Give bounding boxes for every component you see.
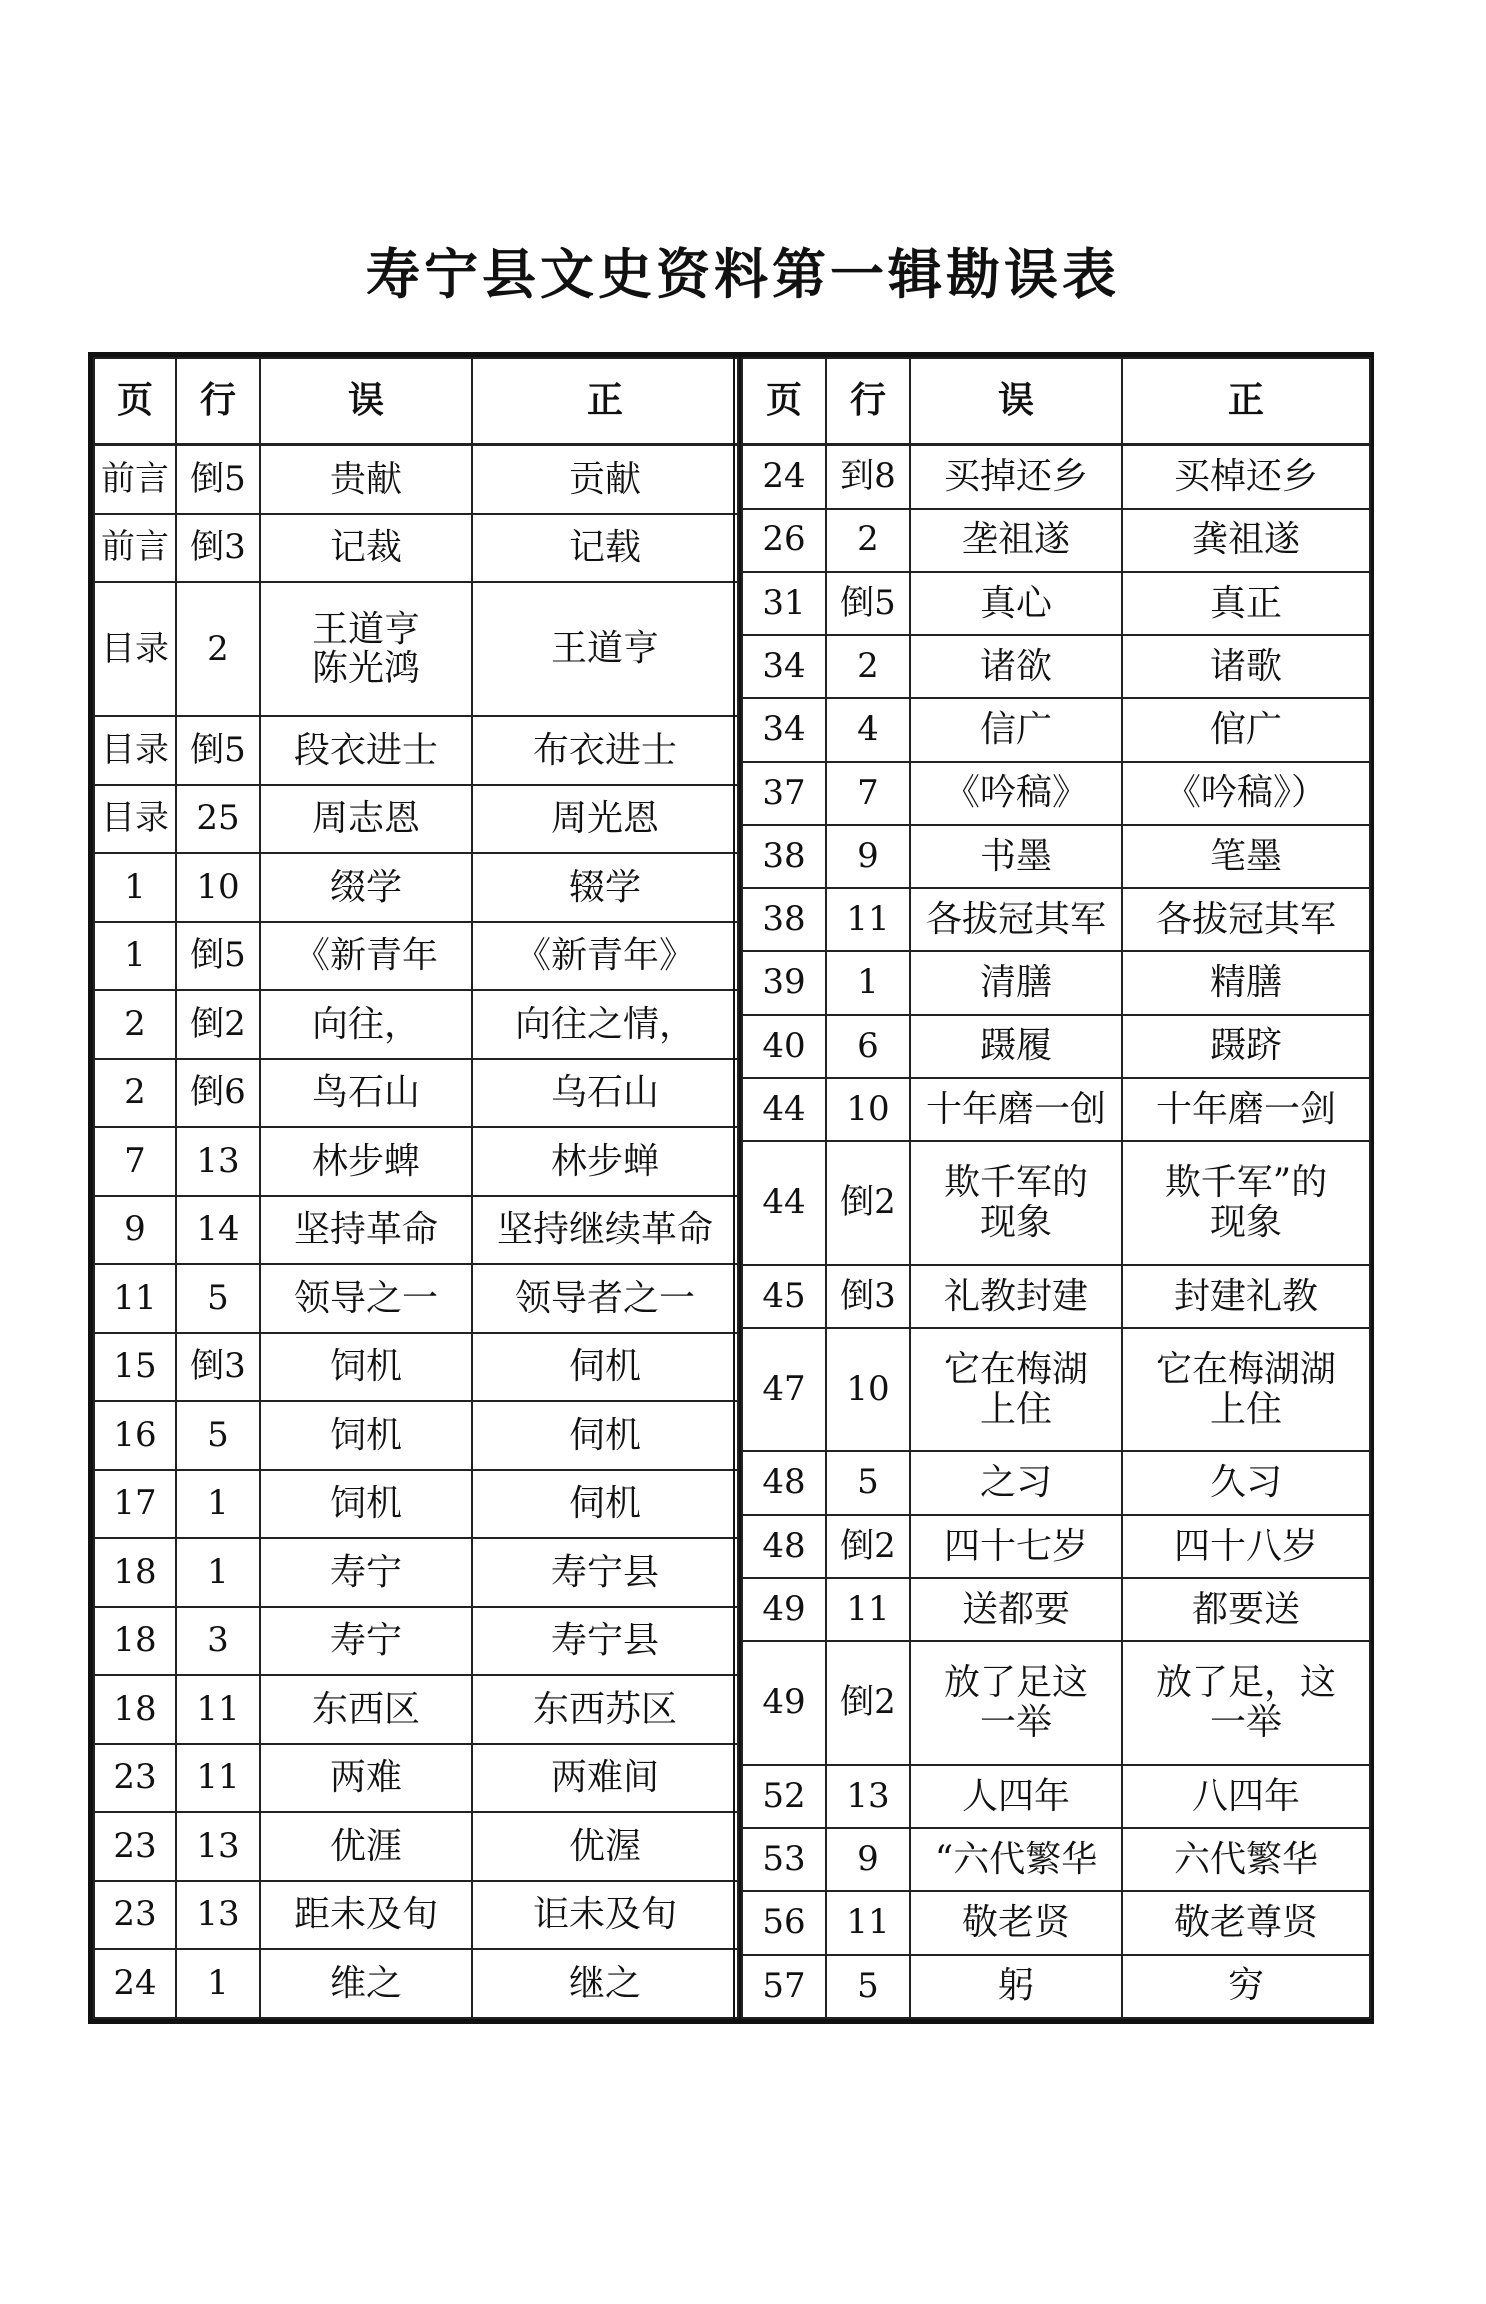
cell-page: 7 bbox=[94, 1127, 176, 1196]
table-row bbox=[94, 990, 738, 1059]
cell-page: 18 bbox=[94, 1538, 176, 1607]
cell-page: 前言 bbox=[94, 514, 176, 583]
cell-line: 倒2 bbox=[826, 1515, 910, 1578]
cell-right: 它在梅湖湖 上住 bbox=[1122, 1328, 1370, 1452]
cell-right: 贡献 bbox=[472, 445, 738, 514]
table-row bbox=[94, 1812, 738, 1881]
cell-line: 13 bbox=[826, 1765, 910, 1828]
cell-line: 11 bbox=[826, 888, 910, 951]
cell-line: 2 bbox=[176, 582, 260, 716]
cell-right: 布衣进士 bbox=[472, 716, 738, 785]
cell-wrong: 饲机 bbox=[260, 1470, 472, 1539]
cell-wrong: 贵献 bbox=[260, 445, 472, 514]
table-row bbox=[94, 716, 738, 785]
table-row bbox=[94, 1470, 738, 1539]
table-row bbox=[742, 445, 1370, 509]
table-row bbox=[742, 762, 1370, 825]
table-row bbox=[94, 1333, 738, 1402]
cell-right: 倌广 bbox=[1122, 698, 1370, 761]
cell-page: 前言 bbox=[94, 445, 176, 514]
cell-right: 坚持继续革命 bbox=[472, 1196, 738, 1265]
cell-right: 蹑跻 bbox=[1122, 1015, 1370, 1078]
cell-page: 目录 bbox=[94, 716, 176, 785]
cell-wrong: 饲机 bbox=[260, 1401, 472, 1470]
cell-page: 23 bbox=[94, 1881, 176, 1950]
cell-line: 倒5 bbox=[176, 922, 260, 991]
cell-wrong: 鸟石山 bbox=[260, 1059, 472, 1128]
cell-right: 敬老尊贤 bbox=[1122, 1891, 1370, 1954]
cell-page: 31 bbox=[742, 572, 826, 635]
cell-page: 2 bbox=[94, 990, 176, 1059]
cell-page: 23 bbox=[94, 1812, 176, 1881]
cell-wrong: 真心 bbox=[910, 572, 1122, 635]
cell-line: 7 bbox=[826, 762, 910, 825]
cell-page: 44 bbox=[742, 1141, 826, 1265]
cell-line: 1 bbox=[176, 1949, 260, 2018]
cell-page: 目录 bbox=[94, 582, 176, 716]
cell-line: 倒6 bbox=[176, 1059, 260, 1128]
cell-right: 《吟稿》） bbox=[1122, 762, 1370, 825]
cell-right: 六代繁华 bbox=[1122, 1828, 1370, 1891]
cell-wrong: 《吟稿》 bbox=[910, 762, 1122, 825]
cell-wrong: 向往， bbox=[260, 990, 472, 1059]
table-row bbox=[94, 1881, 738, 1950]
cell-page: 23 bbox=[94, 1744, 176, 1813]
header-line: 行 bbox=[826, 358, 910, 445]
cell-page: 57 bbox=[742, 1955, 826, 2018]
header-right: 正 bbox=[472, 358, 738, 445]
cell-line: 3 bbox=[176, 1607, 260, 1676]
cell-page: 56 bbox=[742, 1891, 826, 1954]
cell-right: 封建礼教 bbox=[1122, 1265, 1370, 1328]
cell-page: 49 bbox=[742, 1641, 826, 1765]
cell-right: 伺机 bbox=[472, 1470, 738, 1539]
cell-right: 四十八岁 bbox=[1122, 1515, 1370, 1578]
cell-right: 穷 bbox=[1122, 1955, 1370, 2018]
cell-wrong: 人四年 bbox=[910, 1765, 1122, 1828]
cell-wrong: 周志恩 bbox=[260, 785, 472, 854]
cell-right: 两难间 bbox=[472, 1744, 738, 1813]
cell-page: 17 bbox=[94, 1470, 176, 1539]
cell-right: 王道亨 bbox=[472, 582, 738, 716]
cell-line: 9 bbox=[826, 825, 910, 888]
cell-page: 18 bbox=[94, 1675, 176, 1744]
cell-line: 到8 bbox=[826, 445, 910, 509]
cell-line: 倒5 bbox=[176, 445, 260, 514]
cell-line: 10 bbox=[826, 1078, 910, 1141]
header-page: 页 bbox=[94, 358, 176, 445]
cell-line: 4 bbox=[826, 698, 910, 761]
cell-right: 乌石山 bbox=[472, 1059, 738, 1128]
cell-right: 十年磨一剑 bbox=[1122, 1078, 1370, 1141]
cell-right: 龚祖遂 bbox=[1122, 509, 1370, 572]
cell-line: 倒3 bbox=[176, 514, 260, 583]
table-row bbox=[94, 514, 738, 583]
cell-line: 10 bbox=[826, 1328, 910, 1452]
column-divider bbox=[733, 357, 741, 2019]
cell-line: 倒3 bbox=[176, 1333, 260, 1402]
cell-page: 16 bbox=[94, 1401, 176, 1470]
header-row bbox=[742, 358, 1370, 445]
cell-line: 5 bbox=[826, 1451, 910, 1514]
table-row bbox=[94, 1196, 738, 1265]
cell-line: 倒5 bbox=[176, 716, 260, 785]
cell-wrong: 维之 bbox=[260, 1949, 472, 2018]
cell-wrong: 躬 bbox=[910, 1955, 1122, 2018]
cell-wrong: 买掉还乡 bbox=[910, 445, 1122, 509]
cell-right: 欺千军”的 现象 bbox=[1122, 1141, 1370, 1265]
cell-page: 44 bbox=[742, 1078, 826, 1141]
cell-page: 11 bbox=[94, 1264, 176, 1333]
cell-wrong: 十年磨一创 bbox=[910, 1078, 1122, 1141]
cell-line: 11 bbox=[176, 1744, 260, 1813]
table-row bbox=[742, 1828, 1370, 1891]
cell-page: 37 bbox=[742, 762, 826, 825]
cell-line: 10 bbox=[176, 853, 260, 922]
cell-right: 《新青年》 bbox=[472, 922, 738, 991]
cell-line: 2 bbox=[826, 635, 910, 698]
cell-line: 9 bbox=[826, 1828, 910, 1891]
cell-page: 34 bbox=[742, 635, 826, 698]
cell-wrong: 之习 bbox=[910, 1451, 1122, 1514]
cell-right: 辍学 bbox=[472, 853, 738, 922]
header-row bbox=[94, 358, 738, 445]
table-row bbox=[742, 1451, 1370, 1514]
table-row bbox=[742, 635, 1370, 698]
table-row bbox=[742, 888, 1370, 951]
header-line: 行 bbox=[176, 358, 260, 445]
cell-wrong: 蹑履 bbox=[910, 1015, 1122, 1078]
header-page: 页 bbox=[742, 358, 826, 445]
table-row bbox=[742, 1765, 1370, 1828]
cell-page: 目录 bbox=[94, 785, 176, 854]
table-row bbox=[94, 1401, 738, 1470]
cell-wrong: 两难 bbox=[260, 1744, 472, 1813]
cell-right: 笔墨 bbox=[1122, 825, 1370, 888]
table-row bbox=[742, 509, 1370, 572]
table-row bbox=[94, 785, 738, 854]
cell-page: 47 bbox=[742, 1328, 826, 1452]
cell-right: 东西苏区 bbox=[472, 1675, 738, 1744]
cell-page: 24 bbox=[94, 1949, 176, 2018]
cell-page: 48 bbox=[742, 1451, 826, 1514]
cell-page: 38 bbox=[742, 825, 826, 888]
table-row bbox=[94, 1675, 738, 1744]
cell-line: 1 bbox=[176, 1538, 260, 1607]
cell-page: 53 bbox=[742, 1828, 826, 1891]
table-row bbox=[742, 1641, 1370, 1765]
cell-right: 放了足，这 一举 bbox=[1122, 1641, 1370, 1765]
cell-line: 倒3 bbox=[826, 1265, 910, 1328]
header-right: 正 bbox=[1122, 358, 1370, 445]
table-row bbox=[742, 1515, 1370, 1578]
table-row bbox=[94, 1607, 738, 1676]
cell-line: 6 bbox=[826, 1015, 910, 1078]
cell-wrong: 礼教封建 bbox=[910, 1265, 1122, 1328]
cell-right: 讵未及旬 bbox=[472, 1881, 738, 1950]
cell-line: 1 bbox=[176, 1470, 260, 1539]
errata-table-left bbox=[93, 357, 739, 2019]
cell-page: 49 bbox=[742, 1578, 826, 1641]
cell-line: 倒2 bbox=[826, 1141, 910, 1265]
cell-wrong: 东西区 bbox=[260, 1675, 472, 1744]
table-row bbox=[94, 1127, 738, 1196]
table-row bbox=[742, 572, 1370, 635]
table-row bbox=[742, 698, 1370, 761]
cell-wrong: 四十七岁 bbox=[910, 1515, 1122, 1578]
cell-line: 5 bbox=[176, 1401, 260, 1470]
cell-right: 周光恩 bbox=[472, 785, 738, 854]
cell-right: 精膳 bbox=[1122, 951, 1370, 1014]
cell-line: 25 bbox=[176, 785, 260, 854]
table-row bbox=[94, 1264, 738, 1333]
cell-page: 52 bbox=[742, 1765, 826, 1828]
cell-page: 40 bbox=[742, 1015, 826, 1078]
cell-right: 寿宁县 bbox=[472, 1538, 738, 1607]
cell-right: 买棹还乡 bbox=[1122, 445, 1370, 509]
header-wrong: 误 bbox=[260, 358, 472, 445]
header-wrong: 误 bbox=[910, 358, 1122, 445]
cell-wrong: 诸欲 bbox=[910, 635, 1122, 698]
cell-wrong: 欺千军的 现象 bbox=[910, 1141, 1122, 1265]
table-row bbox=[94, 582, 738, 716]
cell-page: 1 bbox=[94, 853, 176, 922]
cell-line: 5 bbox=[826, 1955, 910, 2018]
cell-page: 38 bbox=[742, 888, 826, 951]
errata-table-right bbox=[741, 357, 1371, 2019]
cell-wrong: 送都要 bbox=[910, 1578, 1122, 1641]
cell-page: 1 bbox=[94, 922, 176, 991]
cell-wrong: 领导之一 bbox=[260, 1264, 472, 1333]
table-row bbox=[94, 1538, 738, 1607]
cell-line: 11 bbox=[176, 1675, 260, 1744]
cell-line: 14 bbox=[176, 1196, 260, 1265]
cell-line: 1 bbox=[826, 951, 910, 1014]
table-row bbox=[742, 1955, 1370, 2018]
cell-page: 48 bbox=[742, 1515, 826, 1578]
cell-right: 八四年 bbox=[1122, 1765, 1370, 1828]
cell-line: 13 bbox=[176, 1812, 260, 1881]
cell-right: 继之 bbox=[472, 1949, 738, 2018]
table-row bbox=[742, 1265, 1370, 1328]
cell-wrong: 王道亨 陈光鸿 bbox=[260, 582, 472, 716]
cell-line: 5 bbox=[176, 1264, 260, 1333]
table-row bbox=[742, 1891, 1370, 1954]
cell-wrong: 段衣进士 bbox=[260, 716, 472, 785]
cell-line: 11 bbox=[826, 1891, 910, 1954]
cell-wrong: 饲机 bbox=[260, 1333, 472, 1402]
cell-wrong: 信广 bbox=[910, 698, 1122, 761]
table-row bbox=[742, 1015, 1370, 1078]
cell-wrong: 距未及旬 bbox=[260, 1881, 472, 1950]
cell-wrong: 放了足这 一举 bbox=[910, 1641, 1122, 1765]
cell-right: 真正 bbox=[1122, 572, 1370, 635]
table-row bbox=[94, 445, 738, 514]
cell-wrong: 敬老贤 bbox=[910, 1891, 1122, 1954]
cell-right: 记载 bbox=[472, 514, 738, 583]
table-row bbox=[94, 922, 738, 991]
table-row bbox=[742, 1578, 1370, 1641]
cell-right: 都要送 bbox=[1122, 1578, 1370, 1641]
cell-wrong: 它在梅湖 上住 bbox=[910, 1328, 1122, 1452]
cell-right: 领导者之一 bbox=[472, 1264, 738, 1333]
cell-right: 优渥 bbox=[472, 1812, 738, 1881]
table-row bbox=[94, 1744, 738, 1813]
table-row bbox=[742, 825, 1370, 888]
cell-right: 诸歌 bbox=[1122, 635, 1370, 698]
cell-wrong: “六代繁华 bbox=[910, 1828, 1122, 1891]
cell-page: 26 bbox=[742, 509, 826, 572]
cell-line: 倒2 bbox=[826, 1641, 910, 1765]
cell-wrong: 优涯 bbox=[260, 1812, 472, 1881]
cell-wrong: 各拔冠其军 bbox=[910, 888, 1122, 951]
cell-right: 各拔冠其军 bbox=[1122, 888, 1370, 951]
cell-page: 2 bbox=[94, 1059, 176, 1128]
table-row bbox=[742, 1078, 1370, 1141]
cell-wrong: 《新青年 bbox=[260, 922, 472, 991]
table-row bbox=[94, 1059, 738, 1128]
cell-wrong: 清膳 bbox=[910, 951, 1122, 1014]
table-row bbox=[742, 1141, 1370, 1265]
table-row bbox=[742, 951, 1370, 1014]
table-row bbox=[94, 853, 738, 922]
cell-wrong: 记裁 bbox=[260, 514, 472, 583]
cell-page: 18 bbox=[94, 1607, 176, 1676]
cell-page: 34 bbox=[742, 698, 826, 761]
cell-page: 9 bbox=[94, 1196, 176, 1265]
cell-wrong: 垄祖遂 bbox=[910, 509, 1122, 572]
cell-line: 11 bbox=[826, 1578, 910, 1641]
cell-right: 寿宁县 bbox=[472, 1607, 738, 1676]
cell-right: 久习 bbox=[1122, 1451, 1370, 1514]
cell-page: 24 bbox=[742, 445, 826, 509]
table-row bbox=[742, 1328, 1370, 1452]
cell-page: 15 bbox=[94, 1333, 176, 1402]
cell-line: 倒5 bbox=[826, 572, 910, 635]
page-title: 寿宁县文史资料第一辑勘误表 bbox=[366, 242, 1120, 306]
cell-wrong: 坚持革命 bbox=[260, 1196, 472, 1265]
table-row bbox=[94, 1949, 738, 2018]
cell-right: 向往之情， bbox=[472, 990, 738, 1059]
cell-wrong: 缀学 bbox=[260, 853, 472, 922]
cell-wrong: 寿宁 bbox=[260, 1538, 472, 1607]
cell-wrong: 寿宁 bbox=[260, 1607, 472, 1676]
cell-right: 伺机 bbox=[472, 1333, 738, 1402]
cell-wrong: 林步蜱 bbox=[260, 1127, 472, 1196]
errata-table bbox=[88, 352, 1374, 2024]
cell-line: 2 bbox=[826, 509, 910, 572]
cell-page: 45 bbox=[742, 1265, 826, 1328]
cell-line: 倒2 bbox=[176, 990, 260, 1059]
cell-line: 13 bbox=[176, 1127, 260, 1196]
cell-right: 伺机 bbox=[472, 1401, 738, 1470]
cell-right: 林步蝉 bbox=[472, 1127, 738, 1196]
cell-wrong: 书墨 bbox=[910, 825, 1122, 888]
cell-page: 39 bbox=[742, 951, 826, 1014]
cell-line: 13 bbox=[176, 1881, 260, 1950]
